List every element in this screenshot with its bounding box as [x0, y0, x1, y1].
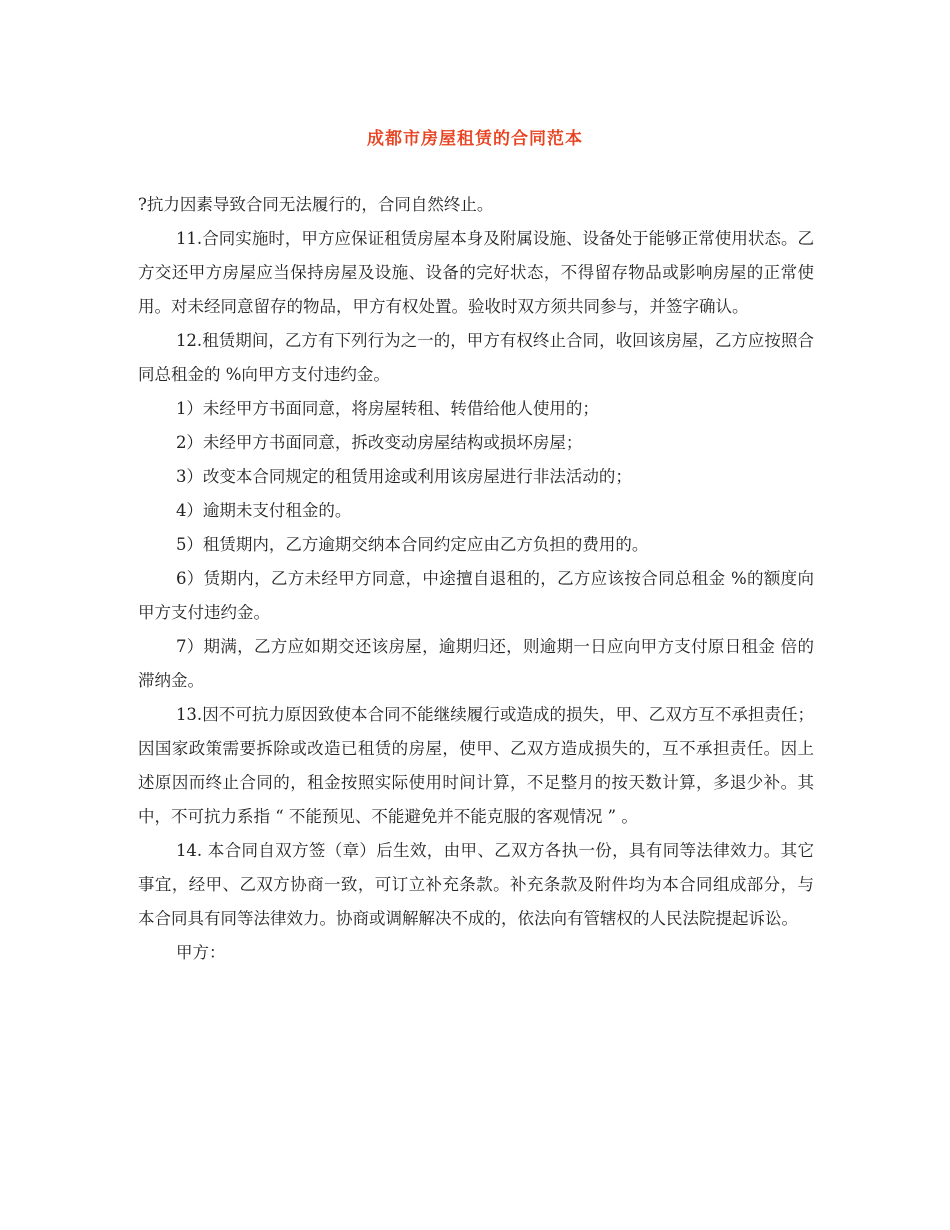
document-title: 成都市房屋租赁的合同范本 [367, 129, 583, 149]
clause-12-item-2: 2）未经甲方书面同意，拆改变动房屋结构或损坏房屋； [175, 433, 583, 452]
clause-11: 11.合同实施时，甲方应保证租赁房屋本身及附属设施、设备处于能够正常使用状态。乙方交还甲方房屋应当保持房屋及设施、设备的完好状态，不得留存物品或影响房屋的正常使用。对未经同意留存的物品，甲方有权处置。验收时双方须共同参与，并签字确认。 [138, 229, 814, 316]
clause-12-item-7: 7）期满，乙方应如期交还该房屋，逾期归还，则逾期一日应向甲方支付原日租金 倍的滞纳金。 [138, 637, 814, 690]
clause-13: 13.因不可抗力原因致使本合同不能继续履行或造成的损失，甲、乙双方互不承担责任；因国家政策需要拆除或改造已租赁的房屋，使甲、乙双方造成损失的，互不承担责任。因上述原因而终止合同的，租金按照实际使用时间计算，不足整月的按天数计算，多退少补。其中，不可抗力系指 “ 不能预见、不能避免并不能克服的客观情况 ” 。 [138, 705, 814, 826]
clause-12-item-1: 1）未经甲方书面同意，将房屋转租、转借给他人使用的； [175, 399, 599, 418]
party-a-signature-label: 甲方： [175, 943, 226, 962]
clause-12-item-6: 6）赁期内，乙方未经甲方同意，中途擅自退租的，乙方应该按合同总租金 %的额度向甲方支付违约金。 [138, 569, 814, 622]
clause-12: 12.租赁期间，乙方有下列行为之一的，甲方有权终止合同，收回该房屋，乙方应按照合同总租金的 %向甲方支付违约金。 [138, 331, 814, 384]
clause-12-item-5: 5）租赁期内，乙方逾期交纳本合同约定应由乙方负担的费用的。 [175, 535, 649, 554]
paragraph-continuation: ?抗力因素导致合同无法履行的，合同自然终止。 [138, 195, 494, 214]
clause-14: 14. 本合同自双方签（章）后生效，由甲、乙双方各执一份，具有同等法律效力。其它事宜，经甲、乙双方协商一致，可订立补充条款。补充条款及附件均为本合同组成部分，与本合同具有同等法律效力。协商或调解解决不成的，依法向有管辖权的人民法院提起诉讼。 [138, 841, 814, 928]
document-body [138, 188, 814, 970]
clause-12-item-4: 4）逾期未支付租金的。 [175, 501, 352, 520]
clause-12-item-3: 3）改变本合同规定的租赁用途或利用该房屋进行非法活动的； [175, 467, 632, 486]
